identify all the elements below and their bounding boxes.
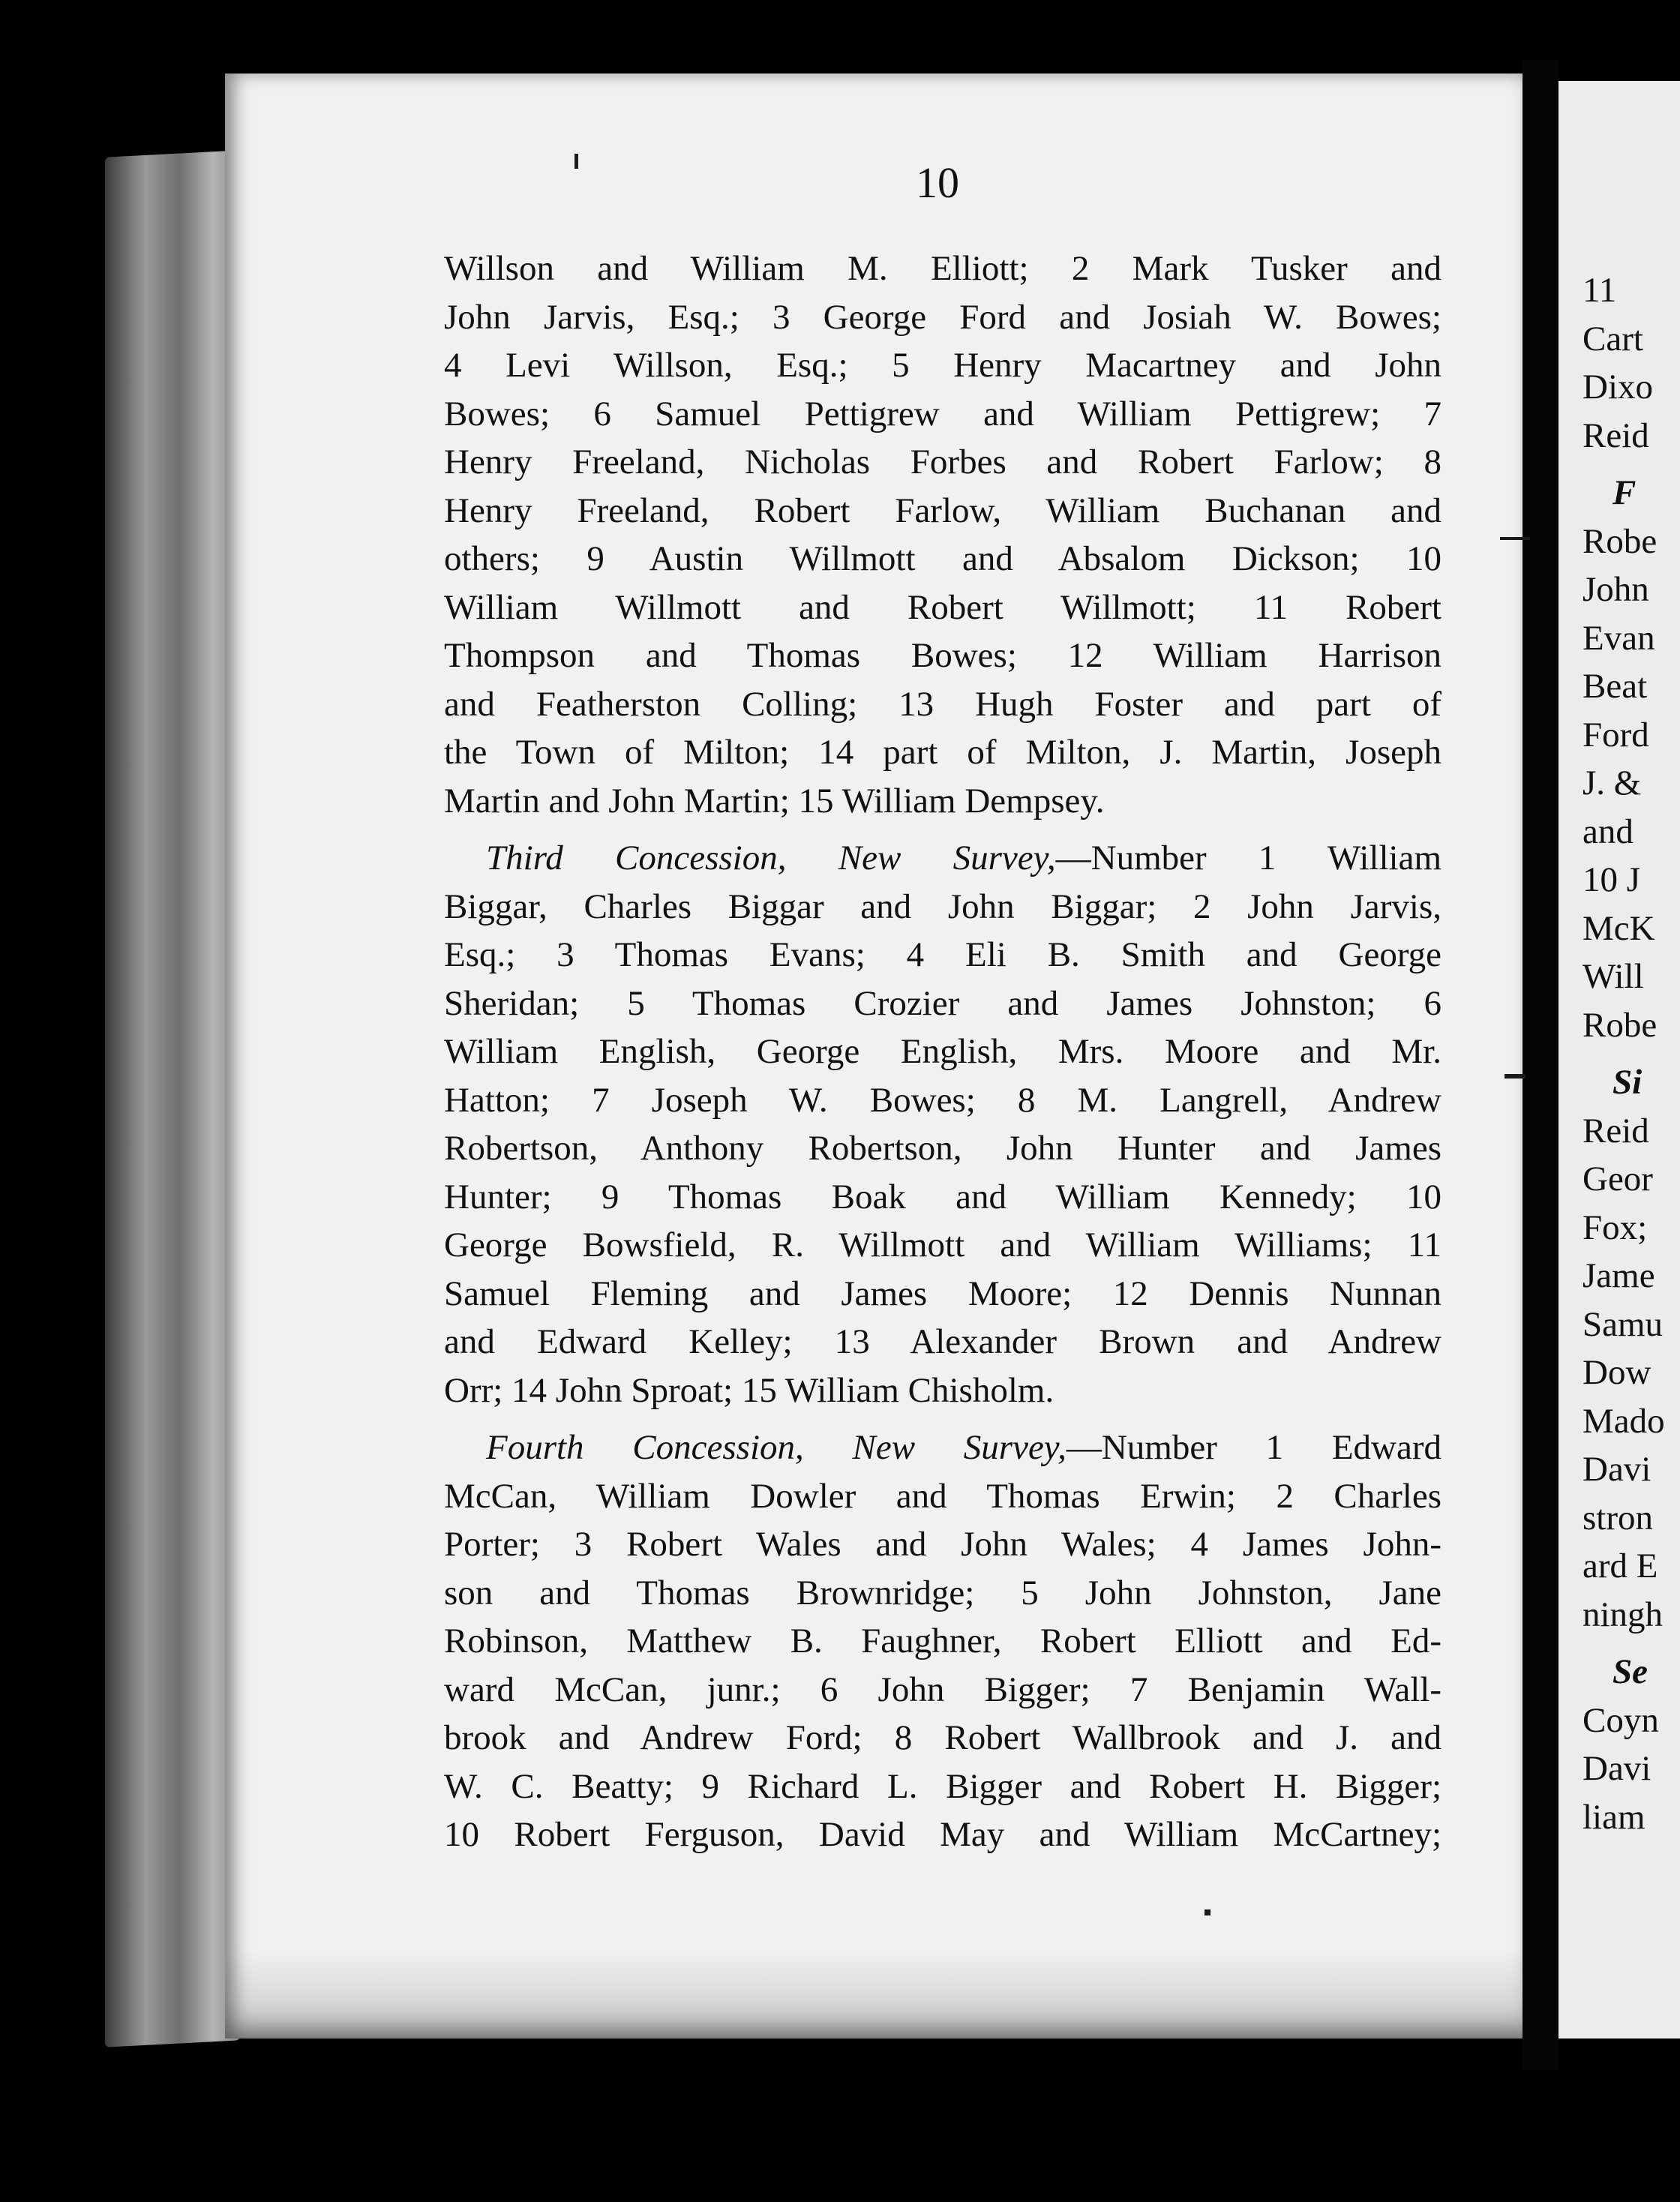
facing-heading: Si bbox=[1612, 1063, 1642, 1102]
text-line: brook and Andrew Ford; 8 Robert Wallbrook and J. and bbox=[444, 1718, 1442, 1757]
text-line: Porter; 3 Robert Wales and John Wales; 4 James John- bbox=[444, 1525, 1442, 1564]
text-line: 10 Robert Ferguson, David May and William McCartney; bbox=[444, 1815, 1442, 1854]
page-edge-stack bbox=[105, 150, 240, 2047]
text-line: William Willmott and Robert Willmott; 11 Robert bbox=[444, 587, 1442, 627]
margin-tick bbox=[1504, 1074, 1526, 1078]
text-line: Henry Freeland, Nicholas Forbes and Robert Farlow; 8 bbox=[444, 442, 1442, 482]
facing-line: 11 bbox=[1582, 271, 1617, 310]
text-line: McCan, William Dowler and Thomas Erwin; 2 Charles bbox=[444, 1476, 1442, 1516]
text-line: Robinson, Matthew B. Faughner, Robert Elliott and Ed- bbox=[444, 1622, 1442, 1660]
facing-line: McK bbox=[1582, 908, 1655, 948]
facing-line: Davi bbox=[1582, 1450, 1652, 1489]
text-line: Henry Freeland, Robert Farlow, William Buchanan and bbox=[444, 490, 1442, 530]
text-line: Martin and John Martin; 15 William Dempsey. bbox=[444, 781, 1105, 820]
facing-line: Beat bbox=[1582, 667, 1648, 706]
text-line: others; 9 Austin Willmott and Absalom Dickson; 10 bbox=[444, 539, 1442, 578]
heading-continuation: —Number 1 William bbox=[1055, 838, 1442, 878]
facing-page-text bbox=[1582, 266, 1680, 1841]
text-line: Samuel Fleming and James Moore; 12 Dennis Nunnan bbox=[444, 1274, 1442, 1313]
book-gutter bbox=[1522, 60, 1558, 2070]
facing-line: Evan bbox=[1582, 618, 1655, 658]
text-line bbox=[444, 1424, 1442, 1472]
text-line: Hatton; 7 Joseph W. Bowes; 8 M. Langrell, Andrew bbox=[444, 1080, 1442, 1120]
text-line: W. C. Beatty; 9 Richard L. Bigger and Robert H. Bigger; bbox=[444, 1766, 1442, 1806]
text-line: Willson and William M. Elliott; 2 Mark Tusker and bbox=[444, 249, 1442, 288]
text-line: son and Thomas Brownridge; 5 John Johnston, Jane bbox=[444, 1573, 1442, 1612]
text-line: Hunter; 9 Thomas Boak and William Kennedy; 10 bbox=[444, 1177, 1442, 1216]
paragraph-gap bbox=[1582, 1049, 1680, 1058]
facing-line: Reid bbox=[1582, 1111, 1649, 1150]
text-line: George Bowsfield, R. Willmott and William Williams; 11 bbox=[444, 1226, 1442, 1264]
section-heading-fourth-concession: Fourth Concession, New Survey, bbox=[486, 1428, 1066, 1467]
facing-line: 10 J bbox=[1582, 860, 1641, 899]
facing-line: liam bbox=[1582, 1797, 1646, 1837]
ink-speck bbox=[1204, 1910, 1210, 1916]
text-line: Orr; 14 John Sproat; 15 William Chisholm. bbox=[444, 1370, 1054, 1410]
facing-heading: F bbox=[1612, 473, 1636, 512]
text-line: Robertson, Anthony Robertson, John Hunter and James bbox=[444, 1129, 1442, 1168]
facing-line: Fox; bbox=[1582, 1208, 1648, 1247]
section-heading-third-concession: Third Concession, New Survey, bbox=[486, 838, 1056, 878]
facing-line: Samu bbox=[1582, 1304, 1664, 1344]
heading-continuation: —Number 1 Edward bbox=[1066, 1428, 1442, 1467]
facing-line: stron bbox=[1582, 1498, 1653, 1538]
text-line: Sheridan; 5 Thomas Crozier and James Johnston; 6 bbox=[444, 983, 1442, 1023]
facing-line: Geor bbox=[1582, 1160, 1653, 1198]
facing-line: Davi bbox=[1582, 1749, 1652, 1788]
text-line: ward McCan, junr.; 6 John Bigger; 7 Benjamin Wall- bbox=[444, 1670, 1442, 1709]
facing-line: Will bbox=[1582, 957, 1644, 996]
text-line: William English, George English, Mrs. Moore and Mr. bbox=[444, 1032, 1442, 1071]
paragraph-third-concession bbox=[444, 834, 1442, 1414]
paragraph-second-concession-continued bbox=[444, 244, 1442, 825]
facing-line: J. & bbox=[1582, 764, 1642, 802]
text-line: and Edward Kelley; 13 Alexander Brown and Andrew bbox=[444, 1322, 1442, 1361]
text-line: Bowes; 6 Samuel Pettigrew and William Pettigrew; 7 bbox=[444, 394, 1442, 434]
paragraph-gap bbox=[1582, 1639, 1680, 1648]
text-line: and Featherston Colling; 13 Hugh Foster and part of bbox=[444, 684, 1442, 724]
text-line: 4 Levi Willson, Esq.; 5 Henry Macartney and John bbox=[444, 346, 1442, 385]
facing-line: ard E bbox=[1582, 1546, 1658, 1586]
page-number: 10 bbox=[916, 158, 959, 207]
facing-line: Cart bbox=[1582, 319, 1643, 358]
facing-heading: Se bbox=[1612, 1652, 1648, 1691]
facing-line: Robe bbox=[1582, 521, 1658, 561]
facing-line: Dixo bbox=[1582, 368, 1653, 406]
facing-line: Jame bbox=[1582, 1256, 1655, 1295]
facing-line: and bbox=[1582, 812, 1634, 851]
facing-line: John bbox=[1582, 570, 1649, 609]
text-line: Esq.; 3 Thomas Evans; 4 Eli B. Smith and George bbox=[444, 935, 1442, 974]
main-text bbox=[444, 244, 1442, 1859]
facing-line: ningh bbox=[1582, 1594, 1664, 1634]
text-line: Thompson and Thomas Bowes; 12 William Harrison bbox=[444, 636, 1442, 675]
text-line: the Town of Milton; 14 part of Milton, J. Martin, Joseph bbox=[444, 733, 1442, 772]
facing-line: Dow bbox=[1582, 1353, 1652, 1392]
paragraph-gap bbox=[1582, 460, 1680, 469]
paragraph-fourth-concession bbox=[444, 1424, 1442, 1859]
facing-line: Ford bbox=[1582, 715, 1649, 754]
ink-speck bbox=[574, 154, 578, 169]
facing-line: Coyn bbox=[1582, 1700, 1659, 1740]
facing-line: Mado bbox=[1582, 1401, 1665, 1441]
facing-line: Robe bbox=[1582, 1005, 1658, 1045]
text-line: John Jarvis, Esq.; 3 George Ford and Josiah W. Bowes; bbox=[444, 297, 1442, 337]
margin-tick bbox=[1500, 537, 1530, 540]
text-line bbox=[444, 834, 1442, 883]
text-line: Biggar, Charles Biggar and John Biggar; 2 John Jarvis, bbox=[444, 886, 1442, 926]
facing-line: Reid bbox=[1582, 416, 1649, 455]
